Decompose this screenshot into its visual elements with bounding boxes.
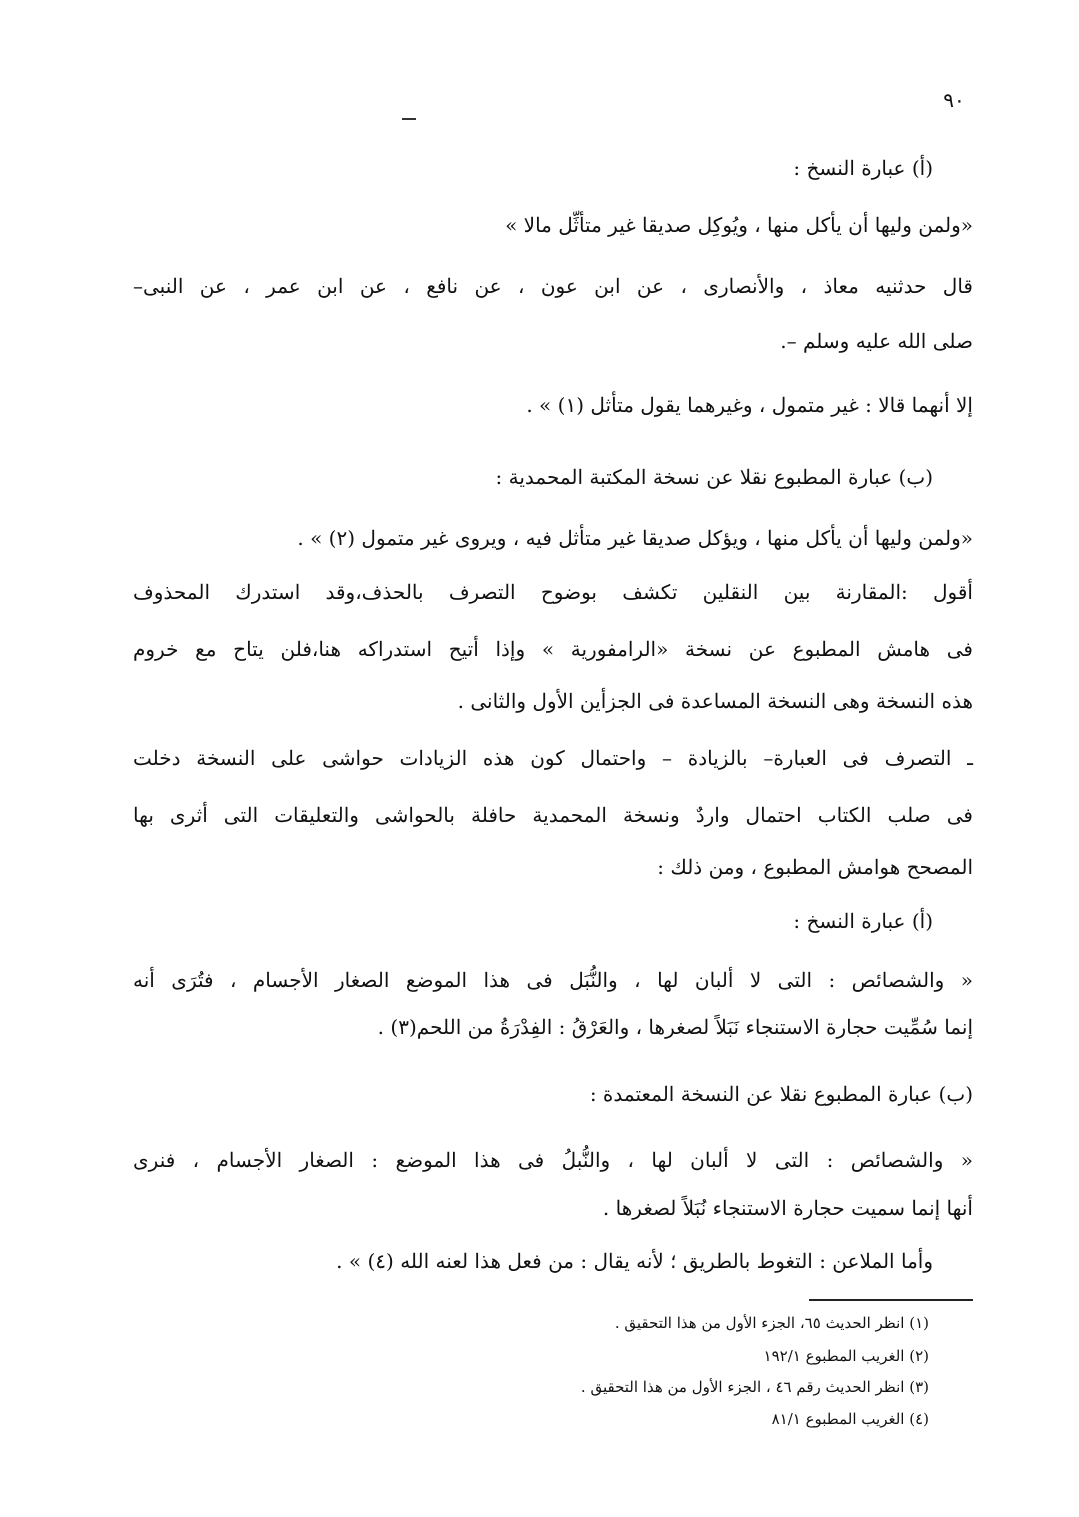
text-line: وأما الملاعن : التغوط بالطريق ؛ لأنه يقال : من فعل هذا لعنه الله (٤) » . bbox=[336, 1249, 933, 1273]
text-line: «ولمن وليها أن يأكل منها ، ويُوكِل صديقا غير متأثِّل مالا » bbox=[505, 213, 973, 237]
text-line: المصحح هوامش المطبوع ، ومن ذلك : bbox=[657, 855, 973, 879]
text-line: إلا أنهما قالا : غير متمول ، وغيرهما يقول متأثل (١) » . bbox=[526, 393, 973, 417]
footnote-divider bbox=[809, 1299, 973, 1301]
footnote: (١) انظر الحديث ٦٥، الجزء الأول من هذا التحقيق . bbox=[614, 1314, 929, 1332]
footnote: (٤) الغريب المطبوع ٨١/١ bbox=[771, 1410, 929, 1428]
text-line: « والشصائص : التى لا ألبان لها ، والنُّبَل فى هذا الموضع الصغار الأجسام ، فتُرَى أنه bbox=[133, 968, 973, 992]
text-line: (أ) عبارة النسخ : bbox=[793, 909, 933, 933]
text-line: صلى الله عليه وسلم –. bbox=[780, 329, 973, 353]
page-number: ٩٠ bbox=[943, 88, 965, 112]
text-line: (أ) عبارة النسخ : bbox=[793, 156, 933, 180]
footnote: (٣) انظر الحديث رقم ٤٦ ، الجزء الأول من هذا التحقيق . bbox=[580, 1378, 929, 1396]
text-line: (ب) عبارة المطبوع نقلا عن نسخة المكتبة المحمدية : bbox=[495, 465, 933, 489]
header-mark bbox=[402, 118, 416, 120]
text-line: «ولمن وليها أن يأكل منها ، ويؤكل صديقا غير متأثل فيه ، ويروى غير متمول (٢) » . bbox=[297, 526, 973, 550]
text-line: « والشصائص : التى لا ألبان لها ، والنُّبلُ فى هذا الموضع : الصغار الأجسام ، فنرى bbox=[133, 1148, 973, 1172]
text-line: أنها إنما سميت حجارة الاستنجاء نُبَلاً لصغرها . bbox=[602, 1196, 973, 1220]
text-line: ـ التصرف فى العبارة– بالزيادة – واحتمال كون هذه الزيادات حواشى على النسخة دخلت bbox=[133, 746, 973, 770]
text-line: فى صلب الكتاب احتمال واردٌ ونسخة المحمدية حافلة بالحواشى والتعليقات التى أثرى بها bbox=[133, 803, 973, 827]
text-line: هذه النسخة وهى النسخة المساعدة فى الجزأين الأول والثانى . bbox=[457, 689, 973, 713]
text-line: إنما سُمِّيت حجارة الاستنجاء نَبَلاً لصغرها ، والعَرْقُ : الفِدْرَةُ من اللحم(٣) . bbox=[377, 1015, 973, 1039]
text-line: فى هامش المطبوع عن نسخة «الرامفورية » وإذا أتيح استدراكه هنا،فلن يتاح مع خروم bbox=[133, 637, 973, 661]
footnote: (٢) الغريب المطبوع ١٩٢/١ bbox=[763, 1347, 929, 1365]
text-line: (ب) عبارة المطبوع نقلا عن النسخة المعتمدة : bbox=[589, 1082, 973, 1106]
text-line: أقول :المقارنة بين النقلين تكشف بوضوح التصرف بالحذف،وقد استدرك المحذوف bbox=[133, 580, 973, 604]
text-line: قال حدثنيه معاذ ، والأنصارى ، عن ابن عون ، عن نافع ، عن ابن عمر ، عن النبى– bbox=[133, 274, 973, 298]
